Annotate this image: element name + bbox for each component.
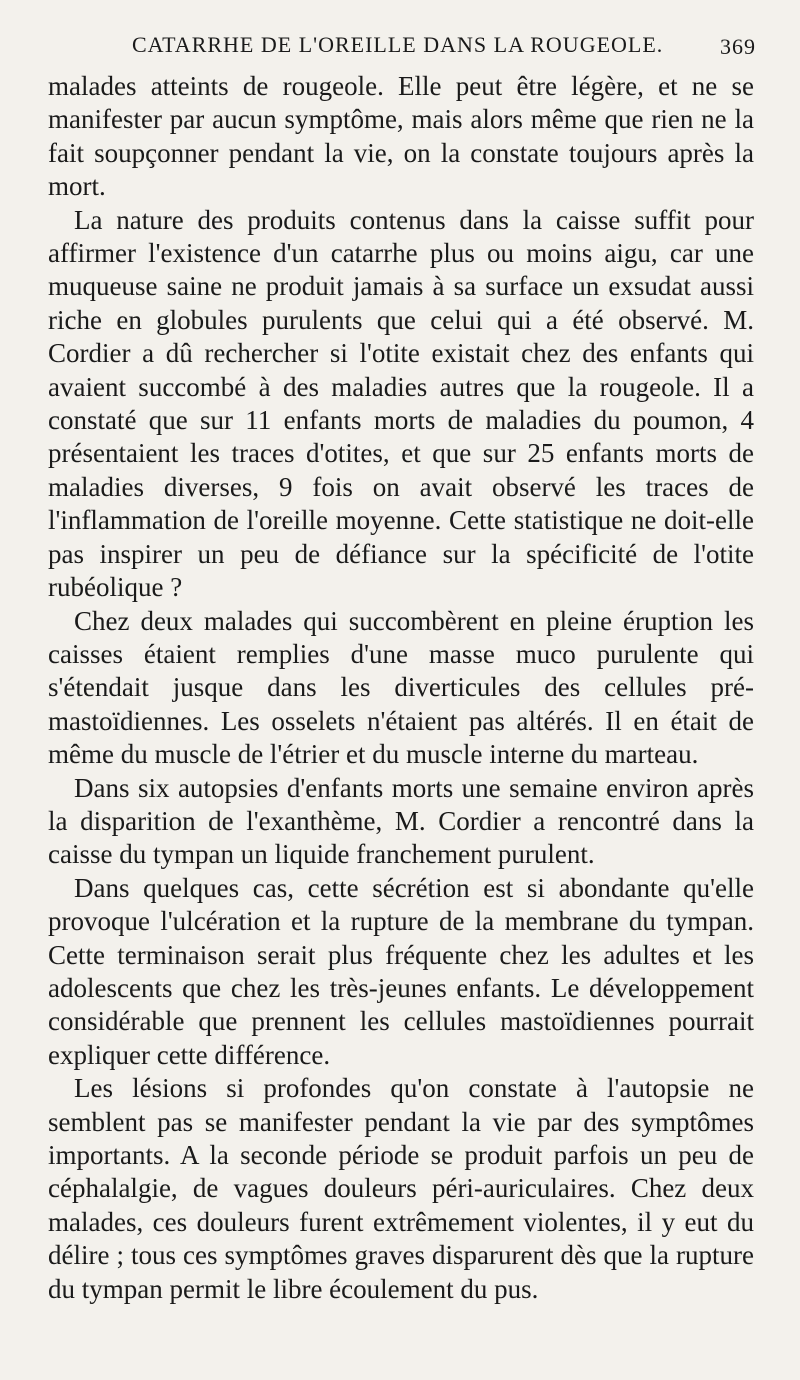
page-number: 369 [720, 34, 756, 59]
paragraph-nature-des-produits: La nature des produits contenus dans la caisse suffit pour affirmer l'existence d'un catarrhe plus ou moins aigu, car une muqueuse saine ne produit jamais à sa surface un exsudat aussi riche en globules purulents que celui qui a été observé. M. Cordier a dû rechercher si l'otite existait chez des enfants qui avaient succombé à des maladies autres que la rougeole. Il a constaté que sur 11 enfants morts de maladies du poumon, 4 présentaient les traces d'otites, et que sur 25 enfants morts de maladies diverses, 9 fois on avait observé les traces de l'inflammation de l'oreille moyenne. Cette statistique ne doit-elle pas inspirer un peu de défiance sur la spécificité de l'otite rubéolique ? [48, 204, 754, 603]
paragraph-lesions: Les lésions si profondes qu'on constate à l'autopsie ne semblent pas se manifester pendant la vie par des symptômes importants. A la seconde période se produit parfois un peu de céphalalgie, de vagues douleurs péri-auriculaires. Chez deux malades, ces douleurs furent extrêmement violentes, il y eut du délire ; tous ces symptômes graves disparurent dès que la rupture du tympan permit le libre écoulement du pus. [48, 1073, 754, 1304]
running-title: CATARRHE DE L'OREILLE DANS LA ROUGEOLE. [132, 32, 664, 57]
running-head [52, 32, 756, 72]
paragraph-quelques-cas: Dans quelques cas, cette sécrétion est si abondante qu'elle provoque l'ulcération et la rupture de la membrane du tympan. Cette terminaison serait plus fréquente chez les adultes et les adolescents que chez les très-jeunes enfants. Le développement considérable que prennent les cellules mastoïdiennes pourrait expliquer cette différence. [48, 872, 754, 1070]
body-text [48, 70, 754, 1306]
paragraph-six-autopsies: Dans six autopsies d'enfants morts une semaine environ après la disparition de l'exanthème, M. Cordier a rencontré dans la caisse du tympan un liquide franchement purulent. [48, 772, 754, 870]
paragraph-continuation: malades atteints de rougeole. Elle peut être légère, et ne se manifester par aucun symptôme, mais alors même que rien ne la fait soupçonner pendant la vie, on la constate toujours après la mort. [48, 71, 754, 202]
paragraph-chez-deux-malades: Chez deux malades qui succombèrent en pleine éruption les caisses étaient remplies d'une masse muco purulente qui s'étendait jusque dans les diverticules des cellules pré-mastoïdiennes. Les osselets n'étaient pas altérés. Il en était de même du muscle de l'étrier et du muscle interne du marteau. [48, 605, 754, 770]
